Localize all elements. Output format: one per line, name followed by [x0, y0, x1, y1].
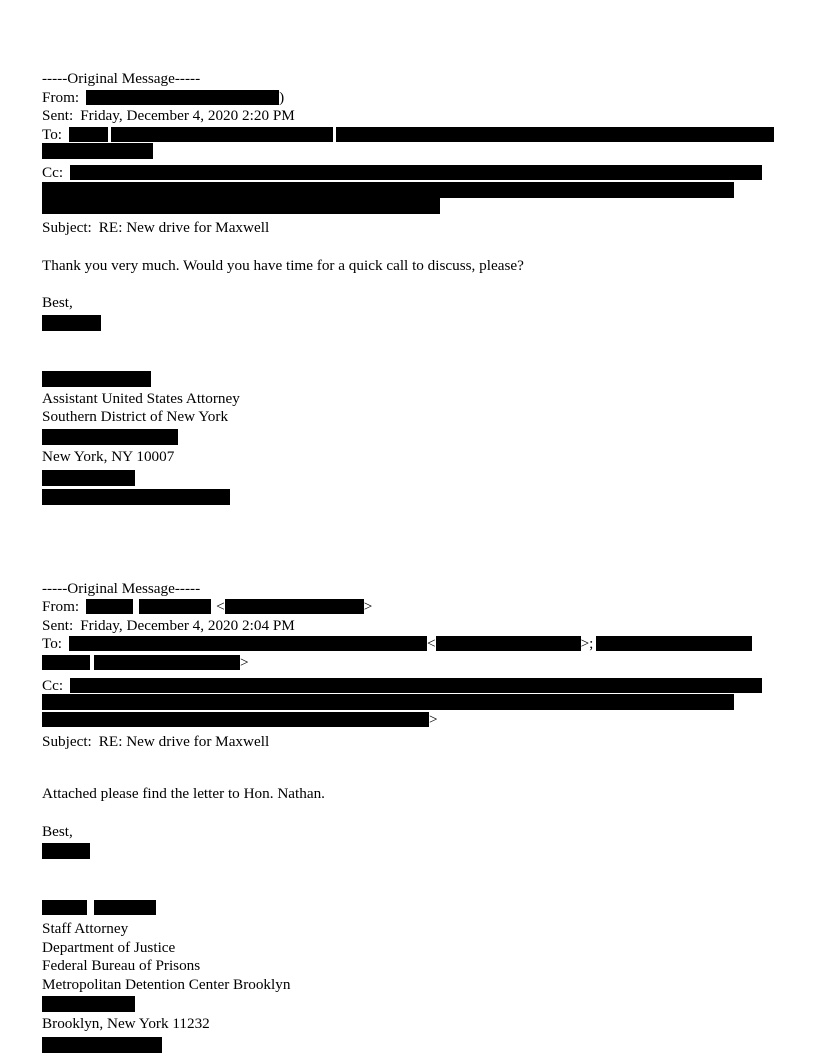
signature-phone-redaction — [42, 471, 776, 487]
subject-label: Subject: — [42, 732, 92, 750]
redaction-block — [111, 127, 333, 142]
redaction-block — [42, 996, 135, 1012]
signature-name-redaction — [42, 844, 776, 860]
signature-line-2: Southern District of New York — [42, 408, 229, 426]
sent-value: Friday, December 4, 2020 2:04 PM — [80, 616, 295, 634]
cc-line — [42, 164, 776, 183]
redaction-block — [42, 429, 178, 445]
to-line-continued — [42, 144, 776, 160]
redaction-block — [139, 599, 211, 614]
signoff: Best, — [42, 294, 73, 312]
message-body: Attached please find the letter to Hon. Nathan. — [42, 785, 325, 803]
signature-line-2: Department of Justice — [42, 938, 176, 956]
redaction-block — [94, 655, 240, 670]
signature-line-4: Metropolitan Detention Center Brooklyn — [42, 975, 291, 993]
cc-line — [42, 677, 776, 696]
redaction-block — [42, 900, 87, 915]
redaction-block — [69, 636, 427, 651]
to-open-bracket: < — [427, 635, 436, 653]
cc-label: Cc: — [42, 164, 64, 182]
to-line-continued — [42, 654, 776, 673]
to-label: To: — [42, 125, 63, 143]
subject-value: RE: New drive for Maxwell — [98, 732, 270, 750]
redaction-block — [70, 678, 762, 693]
redaction-block — [70, 165, 762, 180]
to-close-semicolon: >; — [580, 635, 594, 653]
from-suffix: ) — [279, 88, 285, 106]
subject-value: RE: New drive for Maxwell — [98, 218, 270, 236]
redaction-block — [42, 315, 101, 331]
cc-line-continued-1 — [42, 183, 776, 199]
message-body: Thank you very much. Would you have time for a quick call to discuss, please? — [42, 256, 524, 274]
signature-city-line: Brooklyn, New York 11232 — [42, 1015, 210, 1033]
redaction-block — [42, 843, 90, 859]
sent-value: Friday, December 4, 2020 2:20 PM — [80, 107, 295, 125]
sent-line — [42, 617, 776, 636]
signature-address-redaction — [42, 430, 776, 446]
to-line — [42, 126, 776, 145]
cc-label: Cc: — [42, 676, 64, 694]
signature-city-line: New York, NY 10007 — [42, 447, 175, 465]
from-close-bracket: > — [363, 598, 373, 616]
signature-name-line — [42, 899, 776, 918]
original-message-separator: -----Original Message----- — [42, 579, 201, 597]
to-close-bracket: > — [240, 653, 249, 671]
from-open-bracket: < — [216, 598, 225, 616]
from-line — [42, 89, 776, 108]
signature-name-redaction — [42, 316, 776, 332]
from-label: From: — [42, 598, 80, 616]
redaction-block — [42, 470, 135, 486]
redaction-block — [69, 127, 108, 142]
to-line — [42, 635, 776, 654]
redaction-block — [336, 127, 774, 142]
email-message-1 — [42, 70, 776, 506]
redaction-block — [42, 712, 429, 727]
redaction-block — [42, 489, 230, 505]
from-label: From: — [42, 88, 80, 106]
redaction-block — [42, 198, 440, 214]
email-thread — [42, 70, 776, 1054]
redaction-block — [225, 599, 364, 614]
subject-label: Subject: — [42, 218, 92, 236]
redaction-block — [94, 900, 156, 915]
subject-line — [42, 219, 776, 238]
to-label: To: — [42, 635, 63, 653]
signoff: Best, — [42, 822, 73, 840]
signature-line-3: Federal Bureau of Prisons — [42, 957, 201, 975]
sent-label: Sent: — [42, 616, 74, 634]
redaction-block — [42, 182, 734, 198]
redaction-block — [596, 636, 752, 651]
sent-line — [42, 107, 776, 126]
signature-phone-redaction — [42, 1038, 776, 1054]
signature-address-redaction — [42, 997, 776, 1013]
cc-line-continued-2 — [42, 711, 776, 730]
redaction-block — [42, 655, 90, 670]
email-message-2 — [42, 580, 776, 1055]
redaction-block — [42, 371, 151, 387]
redaction-block — [42, 694, 734, 710]
redaction-block — [86, 599, 133, 614]
signature-title-redaction — [42, 372, 776, 388]
from-line — [42, 598, 776, 617]
cc-line-continued-1 — [42, 695, 776, 711]
redaction-block — [436, 636, 581, 651]
subject-line — [42, 733, 776, 752]
redaction-block — [42, 1037, 162, 1053]
signature-line-1: Staff Attorney — [42, 920, 129, 938]
redaction-block — [86, 90, 279, 105]
original-message-separator: -----Original Message----- — [42, 70, 201, 87]
signature-line-1: Assistant United States Attorney — [42, 389, 240, 407]
sent-label: Sent: — [42, 107, 74, 125]
cc-close-bracket: > — [429, 711, 438, 729]
signature-email-redaction — [42, 490, 776, 506]
redaction-block — [42, 143, 153, 159]
cc-line-continued-2 — [42, 199, 776, 215]
